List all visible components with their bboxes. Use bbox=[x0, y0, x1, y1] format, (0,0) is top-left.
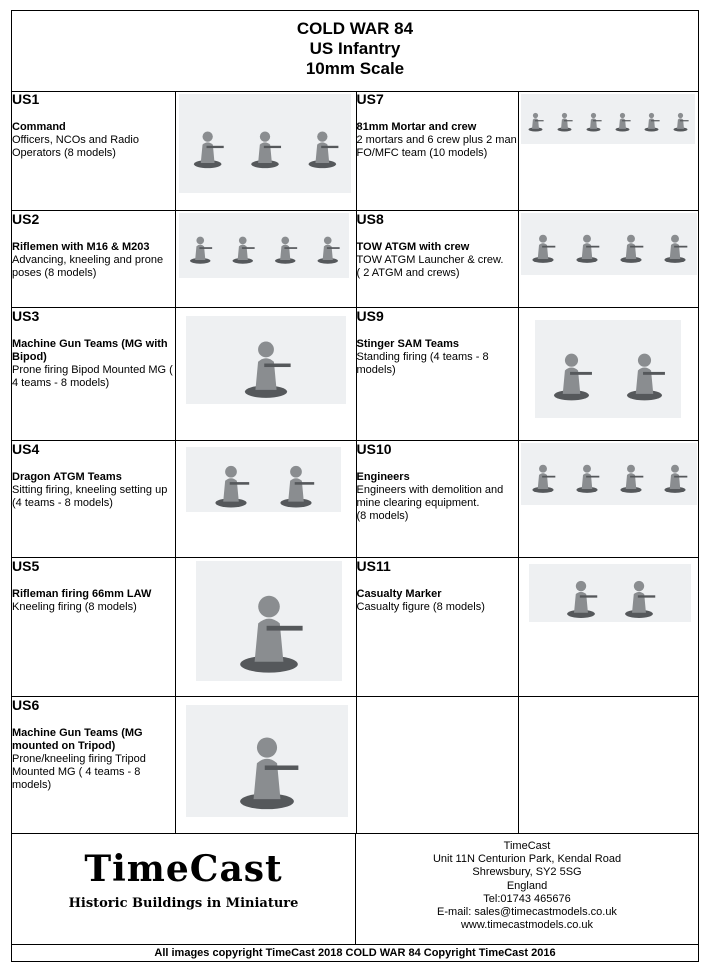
item-photo-cell-us10 bbox=[518, 440, 698, 557]
empty-cell bbox=[356, 696, 518, 833]
item-description: Officers, NCOs and Radio Operators (8 models) bbox=[12, 134, 139, 159]
miniature-figure bbox=[620, 464, 643, 492]
company-tagline: Historic Buildings in Miniature bbox=[68, 896, 299, 911]
miniature-figure bbox=[251, 131, 281, 168]
item-photo-cell-us1 bbox=[175, 91, 356, 210]
company-address bbox=[356, 840, 698, 932]
miniature-figure bbox=[244, 341, 290, 397]
item-description: Standing firing (4 teams - 8 models) bbox=[356, 350, 489, 376]
catalogue-sheet bbox=[11, 10, 699, 962]
item-code: US7 bbox=[356, 91, 384, 107]
miniature-figure bbox=[586, 113, 601, 132]
item-cell-us5 bbox=[12, 557, 175, 696]
item-cell-us7 bbox=[356, 91, 518, 210]
address-country: England bbox=[506, 879, 548, 892]
item-title: Stinger SAM Teams bbox=[356, 337, 459, 350]
item-title: Casualty Marker bbox=[356, 587, 442, 600]
miniatures-image bbox=[529, 564, 691, 622]
item-photo bbox=[186, 447, 341, 512]
item-photo bbox=[179, 94, 351, 193]
miniature-figure bbox=[664, 234, 687, 262]
item-description: Engineers with demolition and mine clearing equipment. (8 models) bbox=[356, 483, 504, 522]
item-code: US6 bbox=[12, 696, 40, 713]
item-cell-us2 bbox=[12, 210, 175, 307]
miniature-figure bbox=[626, 353, 664, 400]
address-company: TimeCast bbox=[503, 840, 551, 852]
item-cell-us9 bbox=[356, 307, 518, 440]
item-cell-us11 bbox=[356, 557, 518, 696]
miniature-figure bbox=[664, 464, 687, 492]
miniature-figure bbox=[240, 595, 302, 672]
miniature-figure bbox=[317, 236, 339, 263]
item-code: US10 bbox=[356, 440, 392, 457]
miniature-figure bbox=[215, 465, 249, 507]
item-photo-cell-us8 bbox=[518, 210, 698, 307]
miniatures-image bbox=[196, 561, 342, 681]
item-title: 81mm Mortar and crew bbox=[356, 121, 477, 133]
item-title: TOW ATGM with crew bbox=[356, 240, 470, 253]
item-title: Riflemen with M16 & M203 bbox=[12, 240, 150, 253]
item-code: US5 bbox=[12, 557, 40, 574]
miniatures-image bbox=[521, 94, 695, 144]
miniatures-image bbox=[186, 316, 346, 404]
item-photo bbox=[529, 564, 691, 622]
item-code: US3 bbox=[12, 307, 40, 324]
miniature-figure bbox=[232, 236, 254, 263]
item-photo bbox=[521, 443, 697, 505]
item-cell-us10 bbox=[356, 440, 518, 557]
item-photo bbox=[196, 561, 342, 681]
page-header bbox=[12, 11, 698, 92]
item-photo-cell-us4 bbox=[175, 440, 356, 557]
header-title: COLD WAR 84 bbox=[296, 19, 414, 38]
miniature-figure bbox=[673, 113, 688, 132]
miniature-figure bbox=[615, 113, 630, 132]
item-description: TOW ATGM Launcher & crew. ( 2 ATGM and crews) bbox=[356, 253, 504, 279]
item-photo-cell-us2 bbox=[175, 210, 356, 307]
item-code: US2 bbox=[12, 210, 40, 227]
header-subtitle: US Infantry bbox=[309, 39, 401, 58]
item-title: Dragon ATGM Teams bbox=[12, 470, 122, 483]
item-photo-cell-us7 bbox=[518, 91, 698, 210]
item-photo-cell-us11 bbox=[518, 557, 698, 696]
miniature-figure bbox=[193, 131, 223, 168]
miniature-figure bbox=[532, 234, 555, 262]
miniatures-image bbox=[521, 213, 697, 275]
address-street: Unit 11N Centurion Park, Kendal Road bbox=[432, 853, 622, 866]
miniature-figure bbox=[190, 236, 212, 263]
address-phone: Tel:01743 465676 bbox=[483, 892, 571, 905]
miniature-figure bbox=[576, 234, 599, 262]
miniature-figure bbox=[625, 580, 655, 617]
copyright-line: All images copyright TimeCast 2018 COLD WAR 84 Copyright TimeCast 2016 bbox=[154, 947, 556, 959]
item-code: US11 bbox=[356, 557, 391, 574]
header-scale: 10mm Scale bbox=[305, 59, 405, 78]
item-photo bbox=[535, 320, 681, 418]
address-website[interactable]: www.timecastmodels.co.uk bbox=[460, 919, 594, 932]
item-code: US4 bbox=[12, 440, 40, 457]
item-cell-us3 bbox=[12, 307, 175, 440]
miniature-figure bbox=[557, 113, 572, 132]
item-cell-us4 bbox=[12, 440, 175, 557]
miniature-figure bbox=[532, 464, 555, 492]
miniatures-image bbox=[186, 705, 348, 817]
miniatures-image bbox=[179, 94, 351, 193]
item-photo-cell-us9 bbox=[518, 307, 698, 440]
item-title: Engineers bbox=[356, 470, 410, 483]
item-title: Machine Gun Teams (MG mounted on Tripod) bbox=[12, 726, 143, 752]
miniature-figure bbox=[553, 353, 591, 400]
item-description: 2 mortars and 6 crew plus 2 man FO/MFC team (10 models) bbox=[356, 134, 517, 159]
item-cell-us1 bbox=[12, 91, 175, 210]
miniature-figure bbox=[620, 234, 643, 262]
item-code: US1 bbox=[12, 91, 40, 107]
item-photo bbox=[186, 316, 346, 404]
miniature-figure bbox=[644, 113, 659, 132]
logo-area bbox=[12, 834, 356, 944]
item-photo bbox=[179, 213, 349, 278]
item-description: Casualty figure (8 models) bbox=[356, 600, 485, 613]
item-cell-us6 bbox=[12, 696, 175, 833]
item-photo-cell-us5 bbox=[175, 557, 356, 696]
product-grid bbox=[12, 91, 698, 834]
miniature-figure bbox=[576, 464, 599, 492]
miniature-figure bbox=[308, 131, 338, 168]
miniature-figure bbox=[528, 113, 543, 132]
item-code: US8 bbox=[356, 210, 384, 227]
item-description: Kneeling firing (8 models) bbox=[12, 600, 137, 613]
miniatures-image bbox=[179, 213, 349, 278]
item-photo-cell-us3 bbox=[175, 307, 356, 440]
page-footer bbox=[12, 833, 698, 945]
address-email[interactable]: E-mail: sales@timecastmodels.co.uk bbox=[437, 906, 617, 919]
miniatures-image bbox=[521, 443, 697, 505]
item-photo-cell-us6 bbox=[175, 696, 356, 833]
item-title: Command bbox=[12, 121, 66, 133]
address-town: Shrewsbury, SY2 5SG bbox=[472, 866, 582, 879]
miniatures-image bbox=[535, 320, 681, 418]
item-description: Advancing, kneeling and prone poses (8 models) bbox=[12, 253, 164, 279]
item-description: Prone firing Bipod Mounted MG ( 4 teams - 8 models) bbox=[12, 363, 173, 389]
miniature-figure bbox=[280, 465, 314, 507]
item-title: Rifleman firing 66mm LAW bbox=[12, 587, 152, 600]
item-description: Prone/kneeling firing Tripod Mounted MG ( 4 teams - 8 models) bbox=[12, 752, 146, 791]
item-description: Sitting firing, kneeling setting up (4 teams - 8 models) bbox=[12, 483, 168, 509]
miniature-figure bbox=[567, 580, 597, 617]
item-code: US9 bbox=[356, 307, 384, 324]
miniature-figure bbox=[275, 236, 297, 263]
miniature-figure bbox=[240, 737, 298, 809]
company-logo: TimeCast bbox=[84, 848, 283, 890]
item-photo bbox=[521, 94, 695, 144]
item-cell-us8 bbox=[356, 210, 518, 307]
item-title: Machine Gun Teams (MG with Bipod) bbox=[12, 337, 168, 363]
item-photo bbox=[521, 213, 697, 275]
miniatures-image bbox=[186, 447, 341, 512]
empty-cell bbox=[518, 696, 698, 833]
item-photo bbox=[186, 705, 348, 817]
